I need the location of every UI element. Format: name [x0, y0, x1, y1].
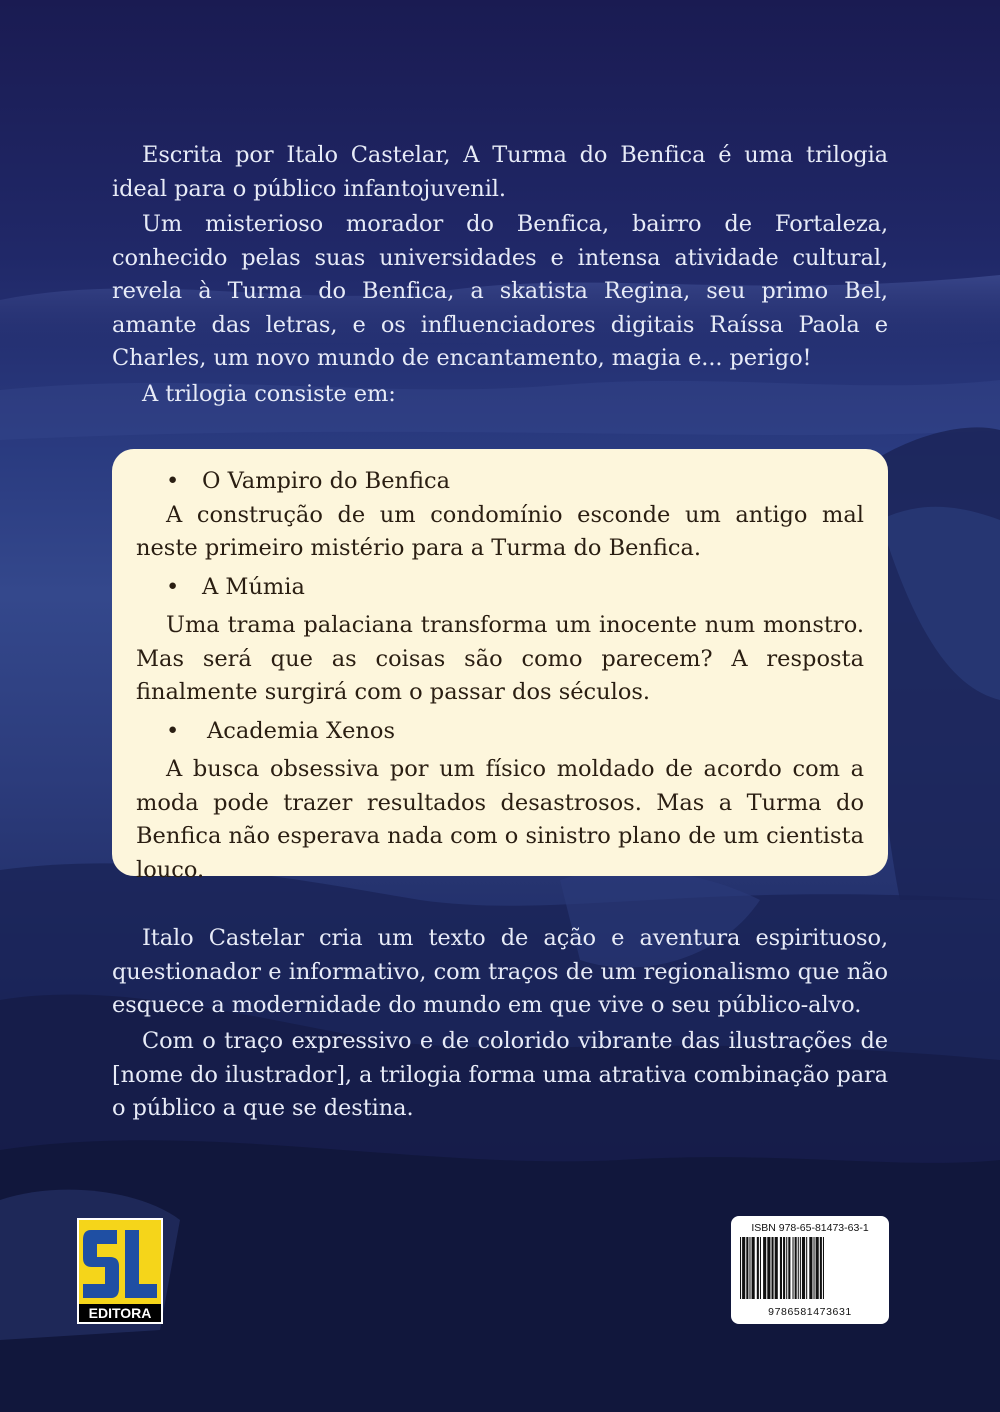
book-title: O Vampiro do Benfica — [202, 468, 451, 494]
trilogy-box — [112, 449, 888, 883]
outro-paragraph-2: Com o traço expressivo e de colorido vibrante das ilustrações de [nome do ilustrador], a trilogia forma uma atrativa combinação para o público a que se destina. — [112, 1028, 888, 1121]
bullet: • — [166, 468, 180, 494]
sl-editora-logo-icon — [77, 1218, 163, 1324]
book-item-title — [136, 715, 864, 749]
book-description: A busca obsessiva por um físico moldado de acordo com a moda pode trazer resultados desastrosos. Mas a Turma do Benfica não esperava nada com o sinistro plano de um cientista louco. — [136, 756, 864, 883]
publisher-name: EDITORA — [88, 1305, 152, 1321]
book-description: Uma trama palaciana transforma um inocente num monstro. Mas será que as coisas são como parecem? A resposta finalmente surgirá com o passar dos séculos. — [136, 612, 864, 705]
intro-paragraph-2: Um misterioso morador do Benfica, bairro de Fortaleza, conhecido pelas suas universidades e intensa atividade cultural, revela à Turma do Benfica, a skatista Regina, seu primo Bel, amante das letras, e os influenciadores digitais Raíssa Paola e Charles, um novo mundo de encantamento, magia e... perigo! — [112, 211, 888, 371]
book-description: A construção de um condomínio esconde um antigo mal neste primeiro mistério para a Turma do Benfica. — [136, 501, 864, 561]
bullet: • — [166, 573, 180, 600]
book-item-title — [136, 571, 864, 605]
book-title: A Múmia — [202, 573, 305, 600]
book-title: Academia Xenos — [207, 717, 395, 744]
isbn-barcode — [731, 1216, 889, 1324]
publisher-logo — [77, 1218, 163, 1324]
barcode-icon — [738, 1237, 882, 1299]
intro-paragraph-1: Escrita por Italo Castelar, A Turma do Benfica é uma trilogia ideal para o público infantojuvenil. — [112, 142, 888, 202]
intro-paragraph-3: A trilogia consiste em: — [142, 381, 396, 407]
book-item-title — [136, 465, 864, 499]
isbn-label: ISBN 978-65-81473-63-1 — [751, 1222, 869, 1234]
bullet: • — [166, 717, 180, 744]
isbn-digits: 9786581473631 — [768, 1306, 852, 1318]
outro-paragraph-1: Italo Castelar cria um texto de ação e aventura espirituoso, questionador e informativo, com traços de um regionalismo que não esquece a modernidade do mundo em que vive o seu público-alvo. — [112, 925, 888, 1018]
